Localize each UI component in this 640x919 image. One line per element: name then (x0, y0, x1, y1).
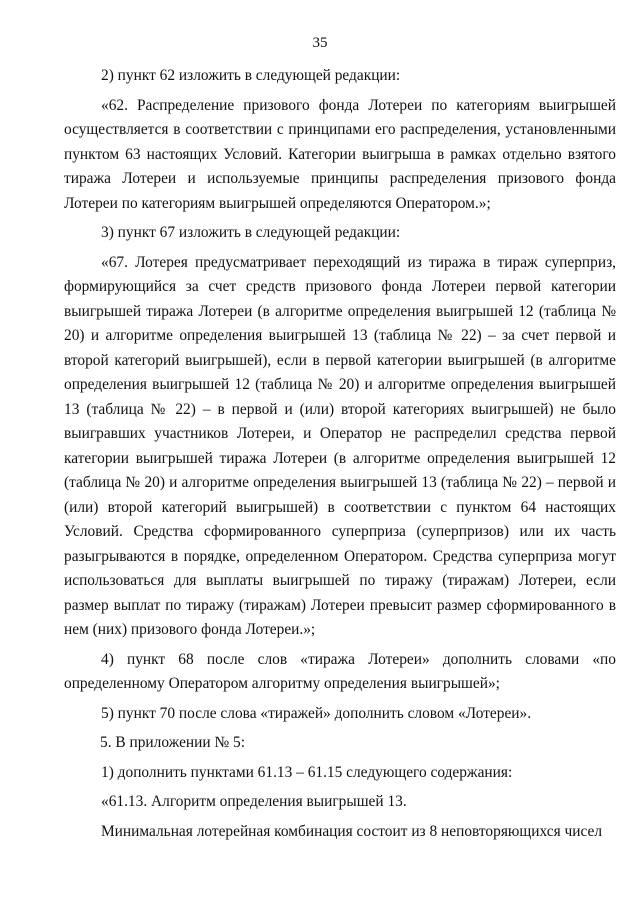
page-number: 35 (312, 35, 328, 51)
paragraph-item-1: 1) дополнить пунктами 61.13 – 61.15 следующего содержания: (101, 763, 513, 781)
paragraph-item-5: 5) пункт 70 после слова «тиражей» дополнить словом «Лотереи». (101, 704, 532, 722)
paragraph-min-combination: Минимальная лотерейная комбинация состоит из 8 неповторяющихся чисел (101, 822, 602, 840)
paragraph-item-3: 3) пункт 67 изложить в следующей редакции: (101, 224, 401, 241)
paragraph-section-5: 5. В приложении № 5: (100, 734, 245, 751)
paragraph-item-2: 2) пункт 62 изложить в следующей редакции: (101, 67, 401, 84)
paragraph-clause-67: «67. Лотерея предусматривает переходящий из тиража в тираж суперприз, формирующийся за счет средств призового фонда Лотереи первой категории выигрышей тиража Лотереи (в алгоритме определения выигрышей 12 (таблица № 20) и алгоритме определения выигрышей 13 (таблица № 22) – за счет первой и второй категорий выигрышей), если в первой категории выигрышей (в алгоритме определения выигрышей 12 (таблица № 20) и алгоритме определения выигрышей 13 (таблица № 22) – в первой и (или) второй категориях выигрышей) не было выигравших участников Лотереи, и Оператор не распределил средства первой категории выигрышей тиража Лотереи (в алгоритме определения выигрышей 12 (таблица № 20) и алгоритме определения выигрышей 13 (таблица № 22) – первой и (или) второй категорий выигрышей) в соответствии с пунктом 64 настоящих Условий. Средства сформированного суперприза (суперпризов) или их часть разыгрываются в порядке, определенном Оператором. Средства суперприза могут использоваться для выплаты выигрышей по тиражу (тиражам) Лотереи, если размер выплат по тиражу (тиражам) Лотереи превысит размер сформированного в нем (них) призового фонда Лотереи.»; (64, 253, 616, 638)
paragraph-clause-61-13: «61.13. Алгоритм определения выигрышей 13. (101, 793, 407, 810)
paragraph-item-4: 4) пункт 68 после слов «тиража Лотереи» дополнить словами «по определенному Оператором алгоритму определения выигрышей»; (64, 650, 616, 692)
paragraph-clause-62: «62. Распределение призового фонда Лотереи по категориям выигрышей осуществляется в соответствии с принципами его распределения, установленными пунктом 63 настоящих Условий. Категории выигрыша в рамках отдельно взятого тиража Лотереи и используемые принципы распределения призового фонда Лотереи по категориям выигрышей определяются Оператором.»; (64, 96, 616, 212)
document-body (64, 64, 616, 844)
